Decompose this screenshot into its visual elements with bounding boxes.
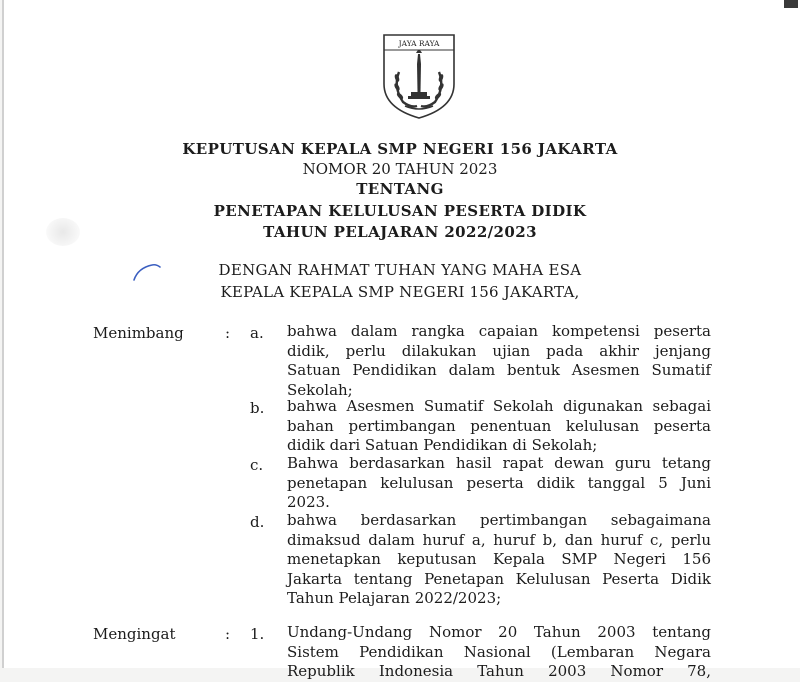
- jakarta-emblem-logo: [381, 32, 457, 120]
- text-line: didik, perlu dilakukan ujian pada akhir jenjang: [287, 341, 711, 360]
- text-line: didik dari Satuan Pendidikan di Sekolah;: [287, 436, 598, 455]
- text-line: Tahun Pelajaran 2022/2023;: [287, 589, 502, 608]
- text-line: bahwa berdasarkan pertimbangan sebagaimana: [287, 511, 711, 529]
- text-line: Bahwa berdasarkan hasil rapat dewan guru tetang: [287, 454, 711, 472]
- text-line: Satuan Pendidikan dalam bentuk Asesmen Sumatif: [287, 361, 711, 380]
- text-line: penetapan kelulusan peserta didik tanggal 5 Juni: [287, 473, 711, 492]
- decree-title: KEPUTUSAN KEPALA SMP NEGERI 156 JAKARTA: [182, 140, 618, 158]
- decree-about: TENTANG: [356, 180, 444, 198]
- text-line: Undang-Undang Nomor 20 Tahun 2003 tentang: [287, 623, 711, 641]
- menimbang-item-b-text: [287, 397, 711, 456]
- text-line: bahwa Asesmen Sumatif Sekolah digunakan sebagai: [287, 397, 711, 415]
- text-line: bahan pertimbangan penentuan kelulusan peserta: [287, 416, 711, 435]
- text-line: dimaksud dalam huruf a, huruf b, dan huruf c, perlu: [287, 530, 711, 549]
- mengingat-label: Mengingat: [93, 625, 176, 643]
- text-line: Jakarta tentang Penetapan Kelulusan Peserta Didik: [287, 569, 711, 588]
- opening-line2: KEPALA KEPALA SMP NEGERI 156 JAKARTA,: [220, 283, 580, 301]
- menimbang-item-a-text: [287, 322, 711, 400]
- mengingat-colon: :: [225, 625, 231, 643]
- text-line: Republik Indonesia Tahun 2003 Nomor 78,: [287, 662, 711, 681]
- scan-corner-mark: [784, 0, 798, 8]
- menimbang-item-a-marker: a.: [250, 324, 264, 342]
- mengingat-item-1-marker: 1.: [250, 625, 265, 643]
- decree-subject-line2: TAHUN PELAJARAN 2022/2023: [263, 223, 537, 241]
- decree-number: NOMOR 20 TAHUN 2023: [302, 160, 498, 178]
- mengingat-item-1-text: [287, 623, 711, 682]
- menimbang-item-c-text: [287, 454, 711, 513]
- text-line: 2023.: [287, 493, 330, 512]
- menimbang-item-c-marker: c.: [250, 456, 264, 474]
- menimbang-colon: :: [225, 324, 231, 342]
- menimbang-item-b-marker: b.: [250, 399, 265, 417]
- menimbang-item-d-text: [287, 511, 711, 609]
- text-line: Sistem Pendidikan Nasional (Lembaran Negara: [287, 642, 711, 661]
- decree-subject-line1: PENETAPAN KELULUSAN PESERTA DIDIK: [213, 202, 587, 220]
- menimbang-label: Menimbang: [93, 324, 184, 342]
- logo-motto: JAYA RAYA: [398, 39, 440, 48]
- text-line: menetapkan keputusan Kepala SMP Negeri 156: [287, 550, 711, 569]
- menimbang-item-d-marker: d.: [250, 513, 265, 531]
- text-line: bahwa dalam rangka capaian kompetensi peserta: [287, 322, 711, 340]
- text-line: Sekolah;: [287, 380, 353, 399]
- opening-line1: DENGAN RAHMAT TUHAN YANG MAHA ESA: [218, 261, 582, 279]
